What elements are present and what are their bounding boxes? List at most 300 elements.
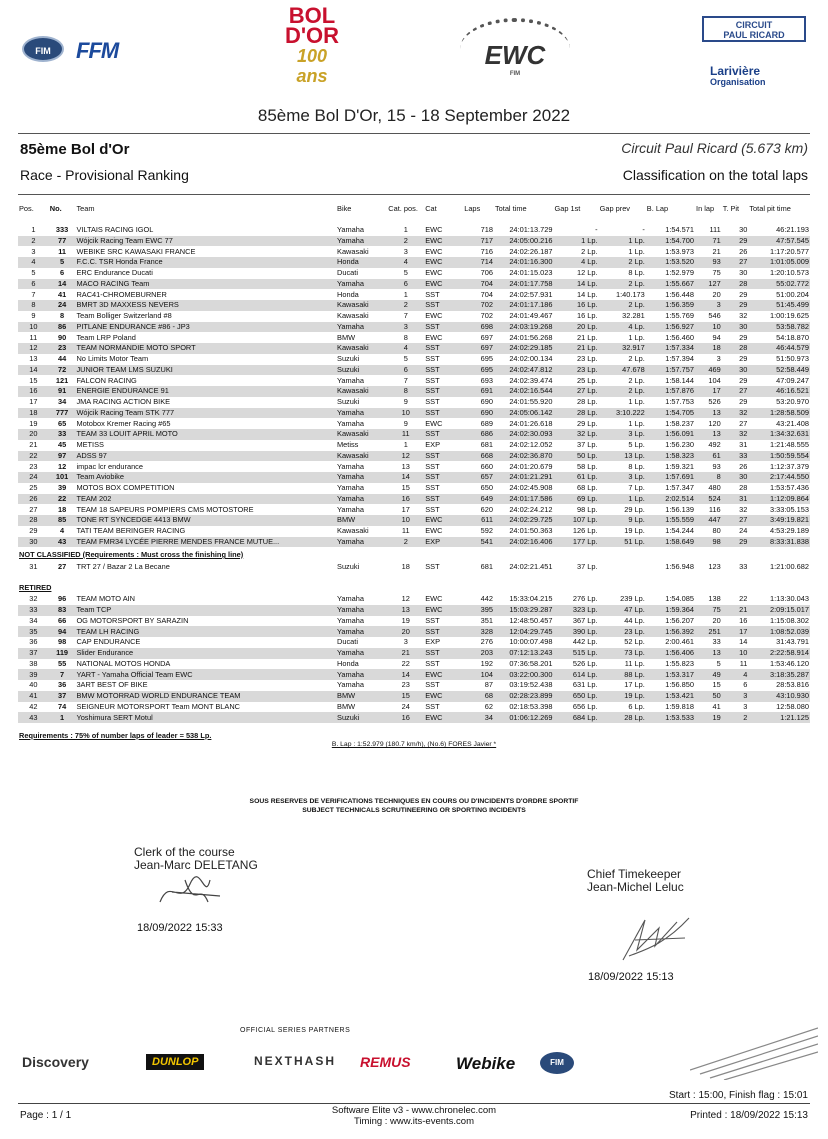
cell-best-lap: 1:54.244 bbox=[665, 526, 695, 536]
cell-team: F.C.C. TSR Honda France bbox=[75, 257, 336, 268]
cell-gap-prev: 8 Lp. bbox=[628, 461, 645, 471]
table-row bbox=[18, 408, 810, 419]
timekeeper-signature-block bbox=[587, 868, 684, 894]
classified-rows bbox=[18, 225, 810, 548]
cell-total-time: 24:01:55.920 bbox=[509, 397, 553, 407]
cell-best-lap: 1:58.649 bbox=[646, 537, 695, 548]
cell-total-pit-time: 1:08:52.039 bbox=[748, 626, 810, 637]
cell-category: SST bbox=[425, 461, 440, 471]
cell-gap-prev: 1 Lp. bbox=[628, 332, 645, 342]
table-row bbox=[18, 268, 810, 279]
cell-team: NATIONAL MOTOS HONDA bbox=[76, 658, 171, 668]
cell-category: SST bbox=[424, 648, 463, 659]
cell-best-lap: 1:55.823 bbox=[665, 658, 695, 668]
cell-number: 7 bbox=[49, 669, 76, 680]
cell-gap-first: 276 Lp. bbox=[572, 594, 598, 604]
cell-total-time: 24:02:57.931 bbox=[509, 289, 553, 299]
table-row bbox=[18, 702, 810, 713]
software-line: Software Elite v3 - www.chronelec.com bbox=[331, 1105, 497, 1116]
cell-best-lap: 1:57.876 bbox=[646, 386, 695, 397]
cell-gap-first: 684 Lp. bbox=[553, 712, 598, 723]
cell-pos: 18 bbox=[18, 408, 49, 419]
cell-gap-prev: 4 Lp. bbox=[599, 322, 646, 333]
cell-total-pit-time: 1:00:19.625 bbox=[769, 311, 809, 321]
cell-total-time: 24:01:50.363 bbox=[509, 526, 553, 536]
cell-pos: 28 bbox=[18, 515, 49, 526]
cell-laps: 697 bbox=[480, 332, 493, 342]
cell-cat-pos: 11 bbox=[401, 526, 410, 536]
cell-cat-pos: 2 bbox=[387, 236, 424, 247]
cell-number: 777 bbox=[49, 408, 76, 419]
cell-in-lap: 20 bbox=[712, 289, 721, 299]
clerk-role: Clerk of the course bbox=[134, 845, 235, 859]
cell-bike: Kawasaki bbox=[337, 526, 369, 536]
cell-in-lap: 17 bbox=[695, 386, 722, 397]
cell-gap-prev: 6 Lp. bbox=[628, 701, 645, 711]
cell-pit-stops: 30 bbox=[722, 472, 749, 483]
cell-total-pit-time: 1:28:58.509 bbox=[748, 408, 810, 419]
cell-laps: 693 bbox=[480, 375, 493, 385]
ffm-logo: FFM bbox=[76, 38, 119, 63]
cell-cat-pos: 13 bbox=[401, 461, 410, 471]
cell-gap-first: 37 Lp. bbox=[577, 440, 598, 450]
cell-pos: 42 bbox=[29, 701, 38, 711]
cell-bike: Yamaha bbox=[336, 626, 387, 637]
col-header-pos: Pos. bbox=[19, 204, 34, 214]
cell-total-time: 24:02:16.406 bbox=[494, 537, 554, 548]
table-row bbox=[18, 386, 810, 397]
cell-in-lap: 3 bbox=[695, 300, 722, 311]
table-row bbox=[18, 343, 810, 354]
cell-total-time: 03:19:52.438 bbox=[509, 680, 553, 690]
cell-cat-pos: 12 bbox=[387, 451, 424, 462]
table-row bbox=[18, 605, 810, 616]
cell-laps: 691 bbox=[463, 386, 494, 397]
cell-pit-stops: 3 bbox=[722, 691, 749, 702]
cell-team: SEIGNEUR MOTORSPORT Team MONT BLANC bbox=[76, 701, 241, 711]
cell-in-lap: 93 bbox=[695, 257, 722, 268]
cell-cat-pos: 14 bbox=[387, 472, 424, 483]
cell-bike: Metiss bbox=[337, 440, 359, 450]
cell-gap-first: 614 Lp. bbox=[553, 669, 598, 680]
cell-bike: Yamaha bbox=[337, 594, 364, 604]
table-row bbox=[18, 562, 810, 573]
cell-pos: 11 bbox=[29, 332, 38, 342]
cell-category: SST bbox=[425, 504, 440, 514]
cell-total-time: 24:05:06.142 bbox=[494, 408, 554, 419]
cell-cat-pos: 11 bbox=[387, 429, 424, 440]
bol-dor-logo-100: 100 ans bbox=[296, 46, 328, 86]
cell-in-lap: 13 bbox=[695, 429, 722, 440]
cell-team: Yoshimura SERT Motul bbox=[75, 712, 336, 723]
cell-laps: 34 bbox=[463, 712, 494, 723]
col-header-category: Cat bbox=[425, 204, 437, 214]
clerk-name: Jean-Marc DELETANG bbox=[134, 858, 258, 872]
table-row bbox=[18, 504, 810, 515]
cell-team: RAC41-CHROMEBURNER bbox=[76, 289, 167, 299]
cell-best-lap: 1:54.085 bbox=[665, 594, 695, 604]
cell-category: EWC bbox=[424, 236, 463, 247]
cell-number: 18 bbox=[57, 504, 67, 514]
cell-in-lap: 123 bbox=[708, 562, 721, 572]
cell-cat-pos: 10 bbox=[387, 408, 424, 419]
cell-team: WEBIKE SRC KAWASAKI FRANCE bbox=[76, 246, 196, 256]
cell-category: EWC bbox=[424, 279, 463, 290]
cell-pit-stops: 27 bbox=[722, 515, 749, 526]
cell-total-pit-time: 51:00.204 bbox=[776, 289, 809, 299]
cell-category: SST bbox=[425, 375, 440, 385]
cell-number: 55 bbox=[57, 658, 67, 668]
cell-bike: Kawasaki bbox=[336, 429, 387, 440]
cell-category: EWC bbox=[424, 515, 463, 526]
cell-bike: BMW bbox=[337, 332, 356, 342]
col-header-total-pit-time: Total pit time bbox=[749, 204, 791, 214]
cell-category: SST bbox=[425, 562, 440, 572]
cell-gap-prev: 7 Lp. bbox=[628, 483, 645, 493]
cell-laps: 717 bbox=[463, 236, 494, 247]
cell-gap-prev: 47 Lp. bbox=[599, 605, 646, 616]
cell-team: impac lcr endurance bbox=[76, 461, 143, 471]
cell-best-lap: 1:55.769 bbox=[665, 311, 695, 321]
cell-pos: 2 bbox=[18, 236, 49, 247]
cell-bike: Yamaha bbox=[337, 461, 364, 471]
ewc-logo bbox=[460, 18, 570, 80]
cell-pit-stops: 33 bbox=[722, 451, 749, 462]
cell-best-lap: 1:55.667 bbox=[646, 279, 695, 290]
footer-divider bbox=[18, 1103, 810, 1104]
cell-pit-stops: 29 bbox=[739, 332, 748, 342]
cell-in-lap: 5 bbox=[716, 658, 721, 668]
cell-category: EWC bbox=[425, 332, 443, 342]
cell-in-lap: 127 bbox=[695, 279, 722, 290]
cell-bike: Kawasaki bbox=[336, 386, 387, 397]
col-header-gap-first: Gap 1st bbox=[554, 204, 581, 214]
table-row bbox=[18, 537, 810, 548]
cell-best-lap: 1:56.948 bbox=[665, 562, 695, 572]
cell-gap-first: 2 Lp. bbox=[581, 246, 598, 256]
cell-gap-first: 367 Lp. bbox=[572, 615, 598, 625]
cell-best-lap: 1:56.091 bbox=[646, 429, 695, 440]
cell-number: 24 bbox=[49, 300, 76, 311]
cell-in-lap: 19 bbox=[695, 712, 722, 723]
cell-total-time: 24:02:24.212 bbox=[509, 504, 553, 514]
cell-gap-prev: 11 Lp. bbox=[624, 658, 645, 668]
cell-best-lap: 1:54.705 bbox=[646, 408, 695, 419]
cell-bike: Ducati bbox=[337, 637, 358, 647]
cell-cat-pos: 9 bbox=[403, 418, 408, 428]
cell-laps: 87 bbox=[484, 680, 493, 690]
not-classified-label: NOT CLASSIFIED (Requirements : Must cross the finishing line) bbox=[19, 550, 244, 559]
paul-ricard-line2: PAUL RICARD bbox=[723, 30, 785, 40]
cell-in-lap: 21 bbox=[712, 246, 721, 256]
cell-total-time: 24:01:21.291 bbox=[494, 472, 554, 483]
cell-in-lap: 104 bbox=[708, 375, 721, 385]
cell-gap-prev: 32.281 bbox=[622, 311, 645, 321]
cell-team: YART - Yamaha Official Team EWC bbox=[75, 669, 336, 680]
cell-pos: 14 bbox=[18, 365, 49, 376]
col-header-laps: Laps bbox=[464, 204, 481, 214]
cell-total-time: 10:00:07.498 bbox=[509, 637, 553, 647]
cell-gap-first: 28 Lp. bbox=[577, 397, 598, 407]
cell-pit-stops: 29 bbox=[722, 236, 749, 247]
cell-total-time: 24:01:13.729 bbox=[509, 225, 553, 235]
cell-in-lap: 80 bbox=[712, 526, 721, 536]
cell-pit-stops: 26 bbox=[739, 461, 748, 471]
cell-bike: Yamaha bbox=[337, 504, 364, 514]
cell-number: 5 bbox=[49, 257, 76, 268]
cell-bike: Yamaha bbox=[336, 472, 387, 483]
cell-team: BMW MOTORRAD WORLD ENDURANCE TEAM bbox=[75, 691, 336, 702]
cell-in-lap: 120 bbox=[708, 418, 721, 428]
cell-laps: 276 bbox=[480, 637, 493, 647]
cell-pit-stops: 27 bbox=[722, 386, 749, 397]
cell-cat-pos: 1 bbox=[403, 440, 408, 450]
cell-cat-pos: 12 bbox=[401, 594, 410, 604]
cell-total-time: 03:22:00.300 bbox=[494, 669, 554, 680]
cell-gap-first: 28 Lp. bbox=[553, 408, 598, 419]
cell-cat-pos: 23 bbox=[401, 680, 410, 690]
cell-total-time: 24:01:49.467 bbox=[509, 311, 553, 321]
cell-team: 3ART BEST OF BIKE bbox=[76, 680, 148, 690]
cell-gap-prev: 5 Lp. bbox=[628, 440, 645, 450]
cell-total-time: 24:02:39.474 bbox=[509, 375, 553, 385]
cell-number: 77 bbox=[49, 236, 76, 247]
cell-total-pit-time: 51:50.973 bbox=[776, 354, 809, 364]
cell-in-lap: 116 bbox=[708, 504, 721, 514]
table-row bbox=[18, 332, 810, 343]
cell-number: 74 bbox=[57, 701, 67, 711]
cell-category: SST bbox=[424, 343, 463, 354]
cell-bike: Yamaha bbox=[336, 494, 387, 505]
cell-number: 90 bbox=[57, 332, 67, 342]
cell-laps: 681 bbox=[480, 440, 493, 450]
cell-laps: 668 bbox=[463, 451, 494, 462]
cell-in-lap: 94 bbox=[712, 332, 721, 342]
reserves-line-en: SUBJECT TECHNICALS SCRUTINEERING OR SPORTING INCIDENTS bbox=[302, 807, 526, 814]
table-row bbox=[18, 669, 810, 680]
cell-total-pit-time: 54:18.870 bbox=[776, 332, 809, 342]
cell-bike: Yamaha bbox=[337, 418, 364, 428]
cell-best-lap: 1:59.321 bbox=[665, 461, 695, 471]
timekeeper-signature-date: 18/09/2022 15:13 bbox=[588, 971, 674, 983]
cell-pos: 21 bbox=[29, 440, 38, 450]
cell-team: Slider Endurance bbox=[75, 648, 336, 659]
cell-number: 96 bbox=[57, 594, 67, 604]
cell-number: 45 bbox=[57, 440, 67, 450]
cell-in-lap: 75 bbox=[695, 605, 722, 616]
cell-pos: 20 bbox=[18, 429, 49, 440]
col-header-team: Team bbox=[76, 204, 95, 214]
cell-bike: Yamaha bbox=[337, 483, 364, 493]
cell-laps: 690 bbox=[463, 408, 494, 419]
cell-total-time: 01:06:12.269 bbox=[494, 712, 554, 723]
cell-in-lap: 138 bbox=[708, 594, 721, 604]
cell-total-time: 24:05:00.216 bbox=[494, 236, 554, 247]
cell-gap-prev: 51 Lp. bbox=[599, 537, 646, 548]
cell-category: EWC bbox=[425, 225, 443, 235]
cell-gap-prev: 28 Lp. bbox=[599, 712, 646, 723]
cell-best-lap: 1:57.394 bbox=[665, 354, 695, 364]
cell-cat-pos: 19 bbox=[401, 615, 410, 625]
table-row bbox=[18, 246, 810, 257]
cell-total-pit-time: 3:49:19.821 bbox=[748, 515, 810, 526]
cell-pit-stops: 21 bbox=[722, 605, 749, 616]
cell-total-pit-time: 55:02.772 bbox=[748, 279, 810, 290]
cell-pit-stops: 30 bbox=[739, 268, 748, 278]
cell-number: 12 bbox=[57, 461, 67, 471]
cell-laps: 660 bbox=[480, 461, 493, 471]
cell-bike: Kawasaki bbox=[337, 311, 369, 321]
col-header-in-lap: In lap bbox=[696, 204, 715, 214]
cell-total-pit-time: 43:21.408 bbox=[776, 418, 809, 428]
cell-in-lap: 492 bbox=[708, 440, 721, 450]
cell-number: 72 bbox=[49, 365, 76, 376]
cell-bike: Yamaha bbox=[336, 322, 387, 333]
cell-pos: 43 bbox=[18, 712, 49, 723]
remus-logo: REMUS bbox=[360, 1054, 411, 1070]
cell-gap-prev: 2 Lp. bbox=[628, 375, 645, 385]
decorative-stripes bbox=[690, 1010, 818, 1080]
cell-bike: Yamaha bbox=[336, 648, 387, 659]
cell-number: 86 bbox=[49, 322, 76, 333]
cell-pos: 36 bbox=[29, 637, 38, 647]
table-row bbox=[18, 680, 810, 691]
table-row bbox=[18, 637, 810, 648]
cell-pos: 6 bbox=[18, 279, 49, 290]
cell-team: Team Bolliger Switzerland #8 bbox=[76, 311, 172, 321]
cell-bike: Honda bbox=[336, 257, 387, 268]
bol-dor-logo-line2: D'OR bbox=[284, 23, 340, 48]
table-row bbox=[18, 225, 810, 236]
ranking-subtitle: Race - Provisional Ranking bbox=[20, 167, 189, 183]
cell-laps: 702 bbox=[480, 311, 493, 321]
cell-category: SST bbox=[425, 354, 440, 364]
lariviere-line1: Larivière bbox=[710, 64, 761, 78]
cell-laps: 686 bbox=[463, 429, 494, 440]
cell-pos: 1 bbox=[31, 225, 36, 235]
cell-pos: 13 bbox=[29, 354, 38, 364]
cell-best-lap: 1:56.448 bbox=[665, 289, 695, 299]
cell-total-time: 24:01:20.679 bbox=[509, 461, 553, 471]
cell-cat-pos: 2 bbox=[387, 300, 424, 311]
cell-best-lap: 1:56.850 bbox=[665, 680, 695, 690]
cell-gap-first: 37 Lp. bbox=[577, 562, 598, 572]
cell-category: SST bbox=[425, 615, 440, 625]
cell-cat-pos: 16 bbox=[387, 712, 424, 723]
cell-team: Team TCP bbox=[75, 605, 336, 616]
table-row bbox=[18, 712, 810, 723]
cell-gap-prev: 1 Lp. bbox=[628, 246, 645, 256]
cell-cat-pos: 14 bbox=[387, 669, 424, 680]
cell-team: TRT 27 / Bazar 2 La Becane bbox=[76, 562, 170, 572]
cell-category: EWC bbox=[425, 246, 443, 256]
bol-dor-logo bbox=[282, 3, 342, 86]
cell-total-pit-time: 43:10.930 bbox=[748, 691, 810, 702]
cell-pit-stops: 30 bbox=[722, 365, 749, 376]
cell-pos: 26 bbox=[18, 494, 49, 505]
cell-cat-pos: 16 bbox=[387, 494, 424, 505]
cell-total-pit-time: 46:16.521 bbox=[748, 386, 810, 397]
cell-gap-first: 526 Lp. bbox=[572, 658, 598, 668]
cell-gap-first: 23 Lp. bbox=[553, 365, 598, 376]
cell-bike: BMW bbox=[336, 515, 387, 526]
classification-subtitle: Classification on the total laps bbox=[622, 167, 808, 183]
cell-in-lap: 524 bbox=[695, 494, 722, 505]
cell-number: 39 bbox=[57, 483, 67, 493]
cell-total-pit-time: 2:09:15.017 bbox=[748, 605, 810, 616]
table-row bbox=[18, 418, 810, 429]
cell-bike: Yamaha bbox=[337, 680, 364, 690]
cell-gap-first: 50 Lp. bbox=[553, 451, 598, 462]
cell-in-lap: 13 bbox=[695, 408, 722, 419]
cell-number: 27 bbox=[57, 562, 67, 572]
cell-team: TEAM 33 LOUIT APRIL MOTO bbox=[75, 429, 336, 440]
cell-team: OG MOTORSPORT BY SARAZIN bbox=[76, 615, 189, 625]
cell-pit-stops: 33 bbox=[739, 562, 748, 572]
cell-pos: 12 bbox=[18, 343, 49, 354]
cell-number: 97 bbox=[49, 451, 76, 462]
cell-laps: 698 bbox=[463, 322, 494, 333]
cell-total-time: 24:01:17.186 bbox=[494, 300, 554, 311]
cell-team: PITLANE ENDURANCE #86 - JP3 bbox=[75, 322, 336, 333]
cell-gap-first: 98 Lp. bbox=[577, 504, 598, 514]
cell-number: 43 bbox=[49, 537, 76, 548]
cell-gap-prev: 47.678 bbox=[599, 365, 646, 376]
cell-in-lap: 15 bbox=[712, 680, 721, 690]
cell-gap-prev: 239 Lp. bbox=[620, 594, 645, 604]
nexthash-logo: NEXTHASH bbox=[254, 1054, 337, 1068]
cell-team: Wójcik Racing Team STK 777 bbox=[75, 408, 336, 419]
timekeeper-signature-image bbox=[615, 910, 695, 966]
table-row bbox=[18, 451, 810, 462]
retired-table bbox=[18, 594, 810, 723]
cell-total-time: 24:02:36.870 bbox=[494, 451, 554, 462]
cell-bike: Yamaha bbox=[337, 225, 364, 235]
cell-pos: 5 bbox=[31, 268, 36, 278]
cell-category: SST bbox=[425, 680, 440, 690]
cell-pit-stops: 32 bbox=[739, 504, 748, 514]
cell-bike: BMW bbox=[337, 701, 356, 711]
cell-pos: 27 bbox=[29, 504, 38, 514]
cell-in-lap: 526 bbox=[708, 397, 721, 407]
cell-total-time: 24:01:17.586 bbox=[494, 494, 554, 505]
cell-in-lap: 18 bbox=[695, 343, 722, 354]
start-finish-info: Start : 15:00, Finish flag : 15:01 bbox=[669, 1090, 808, 1101]
cell-in-lap: 75 bbox=[712, 268, 721, 278]
cell-laps: 192 bbox=[480, 658, 493, 668]
cell-gap-first: 69 Lp. bbox=[553, 494, 598, 505]
cell-total-time: 24:01:26.618 bbox=[509, 418, 553, 428]
table-row bbox=[18, 375, 810, 386]
cell-pit-stops: 31 bbox=[722, 494, 749, 505]
cell-pit-stops: 6 bbox=[743, 680, 748, 690]
cell-team: ENERGIE ENDURANCE 91 bbox=[75, 386, 336, 397]
cell-total-pit-time: 1:21:00.682 bbox=[769, 562, 809, 572]
cell-laps: 62 bbox=[484, 701, 493, 711]
requirements-note: Requirements : 75% of number laps of leader = 538 Lp. bbox=[19, 731, 212, 740]
cell-laps: 681 bbox=[480, 562, 493, 572]
cell-total-time: 02:18:53.398 bbox=[509, 701, 553, 711]
cell-pit-stops: 29 bbox=[739, 289, 748, 299]
cell-category: SST bbox=[424, 626, 463, 637]
cell-category: EXP bbox=[425, 637, 441, 647]
cell-team: MACO RACING Team bbox=[75, 279, 336, 290]
cell-cat-pos: 5 bbox=[403, 354, 408, 364]
cell-team: METISS bbox=[76, 440, 104, 450]
cell-total-time: 15:33:04.215 bbox=[509, 594, 553, 604]
cell-cat-pos: 17 bbox=[401, 504, 410, 514]
cell-category: SST bbox=[424, 429, 463, 440]
